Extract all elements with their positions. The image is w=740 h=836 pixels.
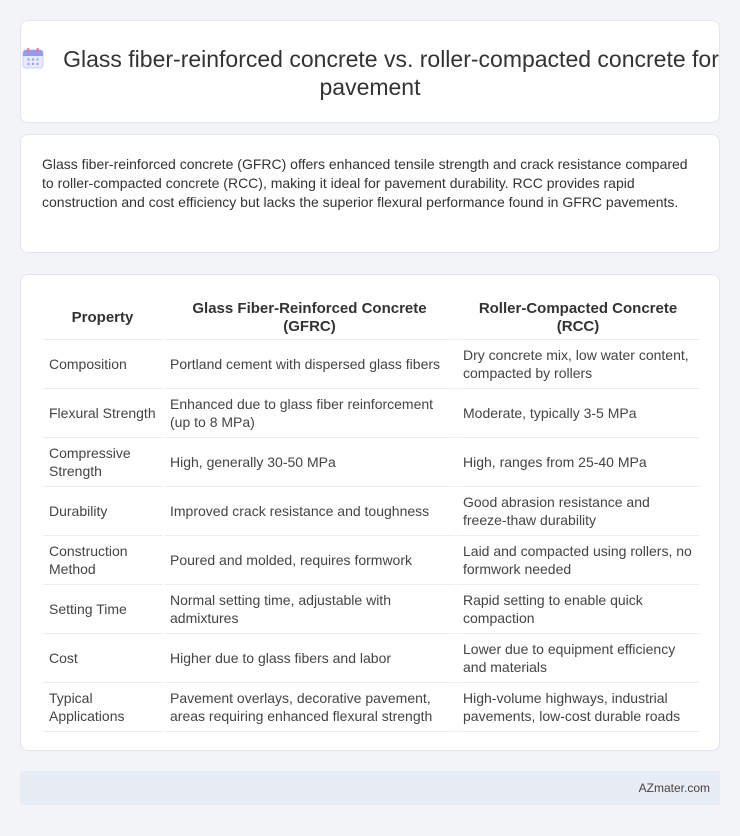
table-row xyxy=(43,486,699,535)
rcc-cell: Lower due to equipment efficiency and materials xyxy=(456,633,699,682)
table-row xyxy=(43,682,699,731)
gfrc-cell: Improved crack resistance and toughness xyxy=(163,486,456,535)
property-cell: Construction Method xyxy=(43,535,163,584)
gfrc-cell: Portland cement with dispersed glass fibers xyxy=(163,339,456,388)
gfrc-cell: Pavement overlays, decorative pavement, areas requiring enhanced flexural strength xyxy=(163,682,456,731)
table-row xyxy=(43,437,699,486)
property-cell: Setting Time xyxy=(43,584,163,633)
gfrc-cell: High, generally 30-50 MPa xyxy=(163,437,456,486)
header-property: Property xyxy=(43,295,163,339)
property-cell: Composition xyxy=(43,339,163,388)
property-cell: Cost xyxy=(43,633,163,682)
summary-text: Glass fiber-reinforced concrete (GFRC) offers enhanced tensile strength and crack resistance compared to roller-compacted concrete (RCC), making it ideal for pavement durability. RCC provides rapid construction and cost efficiency but lacks the superior flexural performance found in GFRC pavements. xyxy=(42,156,688,210)
page-title xyxy=(21,45,719,101)
table-row xyxy=(43,633,699,682)
gfrc-cell: Normal setting time, adjustable with admixtures xyxy=(163,584,456,633)
header-gfrc: Glass Fiber-Reinforced Concrete (GFRC) xyxy=(163,295,456,339)
table-header-row xyxy=(43,295,699,339)
property-cell: Typical Applications xyxy=(43,682,163,731)
rcc-cell: Moderate, typically 3-5 MPa xyxy=(456,388,699,437)
property-cell: Durability xyxy=(43,486,163,535)
gfrc-cell: Poured and molded, requires formwork xyxy=(163,535,456,584)
title-text: Glass fiber-reinforced concrete vs. roller-compacted concrete for pavement xyxy=(63,46,719,100)
calendar-icon xyxy=(21,46,45,70)
gfrc-cell: Higher due to glass fibers and labor xyxy=(163,633,456,682)
title-card xyxy=(20,20,720,123)
table-row xyxy=(43,388,699,437)
comparison-table xyxy=(43,295,699,732)
rcc-cell: High-volume highways, industrial pavements, low-cost durable roads xyxy=(456,682,699,731)
table-row xyxy=(43,535,699,584)
header-rcc: Roller-Compacted Concrete (RCC) xyxy=(456,295,699,339)
rcc-cell: Good abrasion resistance and freeze-thaw durability xyxy=(456,486,699,535)
property-cell: Flexural Strength xyxy=(43,388,163,437)
gfrc-cell: Enhanced due to glass fiber reinforcement (up to 8 MPa) xyxy=(163,388,456,437)
property-cell: Compressive Strength xyxy=(43,437,163,486)
comparison-table-card xyxy=(20,274,720,751)
footer-site-link[interactable]: AZmater.com xyxy=(638,781,710,795)
rcc-cell: Rapid setting to enable quick compaction xyxy=(456,584,699,633)
footer-bar xyxy=(20,771,720,805)
rcc-cell: High, ranges from 25-40 MPa xyxy=(456,437,699,486)
rcc-cell: Dry concrete mix, low water content, compacted by rollers xyxy=(456,339,699,388)
summary-card xyxy=(20,134,720,253)
table-row xyxy=(43,339,699,388)
rcc-cell: Laid and compacted using rollers, no formwork needed xyxy=(456,535,699,584)
table-row xyxy=(43,584,699,633)
